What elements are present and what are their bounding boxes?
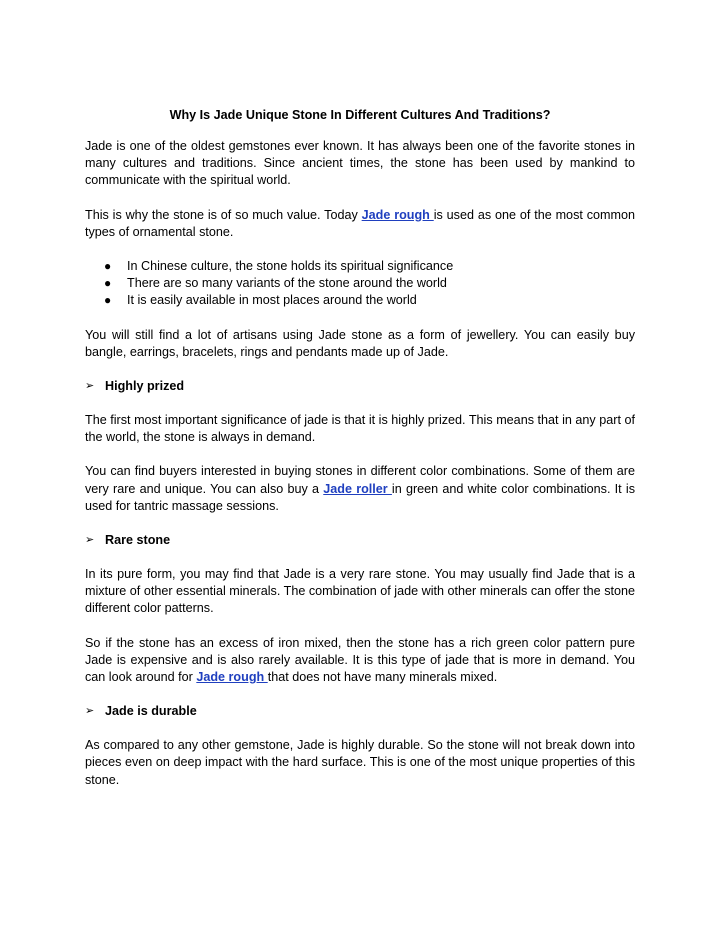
list-item: ● There are so many variants of the stone around the world — [104, 275, 635, 292]
jade-rough-link-2[interactable]: Jade rough — [196, 670, 268, 685]
bullet-dot-icon: ● — [104, 259, 112, 274]
list-item: ● In Chinese culture, the stone holds its spiritual significance — [104, 258, 635, 275]
intro-paragraph: Jade is one of the oldest gemstones ever known. It has always been one of the favorite stones in many cultures and traditions. Since ancient times, the stone has been used by mankind to communicate with the spiritual world. — [85, 139, 635, 188]
heading-rare-stone: ➢ Rare stone — [85, 533, 171, 548]
arrow-bullet-icon: ➢ — [85, 380, 95, 393]
bullet-list — [85, 258, 635, 310]
buyers-paragraph: You can find buyers interested in buying stones in different color combinations. Some of them are very rare and unique. You can also buy a Jade roller in green and white color combinations. It is used for tantric massage sessions. — [85, 464, 635, 513]
jade-roller-link[interactable]: Jade roller — [323, 481, 392, 496]
prized-paragraph: The first most important significance of jade is that it is highly prized. This means that in any part of the world, the stone is always in demand. — [85, 413, 635, 445]
durable-paragraph: As compared to any other gemstone, Jade is highly durable. So the stone will not break down into pieces even on deep impact with the hard surface. This is one of the most unique properties of this stone. — [85, 738, 635, 787]
bullet-dot-icon: ● — [104, 276, 112, 291]
jade-rough-link[interactable]: Jade rough — [361, 207, 434, 222]
arrow-bullet-icon: ➢ — [85, 534, 95, 547]
artisans-paragraph: You will still find a lot of artisans using Jade stone as a form of jewellery. You can easily buy bangle, earrings, bracelets, rings and pendants made up of Jade. — [85, 327, 635, 359]
heading-highly-prized: ➢ Highly prized — [85, 379, 185, 394]
iron-paragraph: So if the stone has an excess of iron mixed, then the stone has a rich green color pattern pure Jade is expensive and is also rarely available. It is this type of jade that is more in demand. You can look around for Jade rough that does not have many minerals mixed. — [85, 635, 635, 685]
pure-form-paragraph: In its pure form, you may find that Jade is a very rare stone. You may usually find Jade that is a mixture of other essential minerals. The combination of jade with other minerals can offer the stone different color patterns. — [85, 567, 635, 616]
heading-jade-durable: ➢ Jade is durable — [85, 704, 197, 719]
document-title: Why Is Jade Unique Stone In Different Cultures And Traditions? — [169, 108, 551, 122]
arrow-bullet-icon: ➢ — [85, 705, 95, 718]
document-page — [85, 107, 635, 789]
value-paragraph: This is why the stone is of so much value. Today Jade rough is used as one of the most common types of ornamental stone. — [85, 207, 636, 239]
list-item: ● It is easily available in most places around the world — [104, 292, 635, 309]
bullet-dot-icon: ● — [104, 293, 112, 308]
